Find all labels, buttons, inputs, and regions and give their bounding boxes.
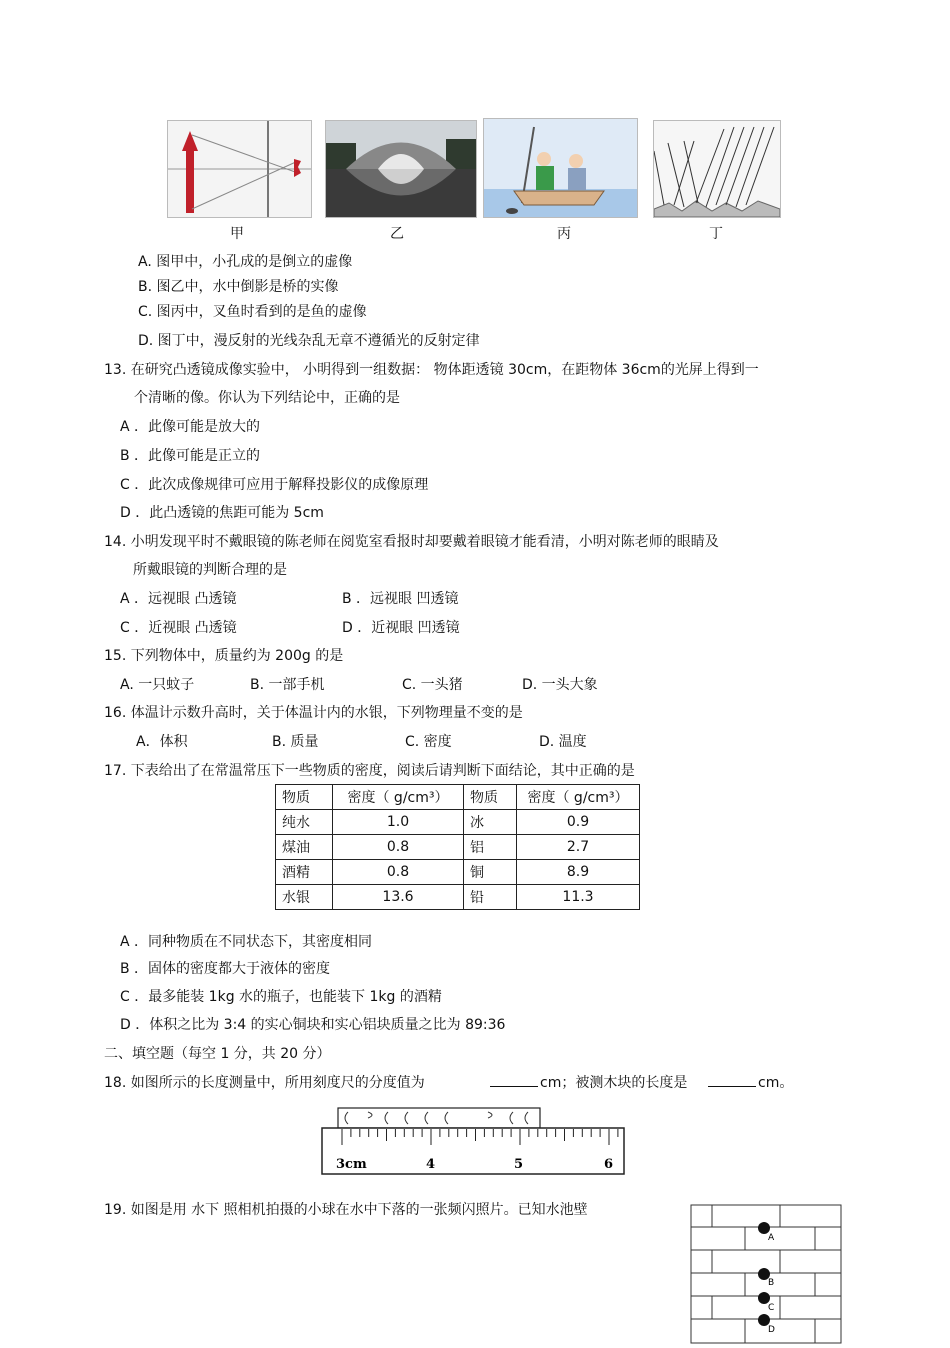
table-cell: 水银 bbox=[276, 885, 333, 910]
spear-fishing-illustration bbox=[484, 119, 637, 217]
ruler-svg bbox=[318, 1104, 628, 1180]
ruler-label-6: 6 bbox=[604, 1157, 614, 1172]
q18-stem: 18. 如图所示的长度测量中，所用刻度尺的分度值为 bbox=[104, 1075, 425, 1091]
ball-label-d: D bbox=[768, 1325, 775, 1335]
q14-option-a: A ．远视眼 凸透镜 bbox=[120, 591, 237, 607]
table-cell: 铝 bbox=[464, 835, 517, 860]
q14-stem-line1: 14. 小明发现平时不戴眼镜的陈老师在阅览室看报时却要戴着眼镜才能看清，小明对陈老师的眼睛及 bbox=[104, 534, 719, 550]
table-header: 物质 bbox=[464, 785, 517, 810]
caption-bing: 丙 bbox=[557, 226, 571, 242]
density-table bbox=[275, 784, 640, 910]
q13-option-d: D ．此凸透镜的焦距可能为 5cm bbox=[120, 505, 324, 521]
table-cell: 8.9 bbox=[517, 860, 640, 885]
q16-stem: 16. 体温计示数升高时，关于体温计内的水银，下列物理量不变的是 bbox=[104, 705, 523, 721]
ruler-body bbox=[322, 1128, 624, 1174]
figure-ding-diffuse bbox=[653, 120, 781, 218]
q17-option-a: A ．同种物质在不同状态下，其密度相同 bbox=[120, 934, 373, 950]
q12-option-b: B. 图乙中，水中倒影是桥的实像 bbox=[138, 279, 339, 295]
table-cell: 13.6 bbox=[333, 885, 464, 910]
q13-option-b: B ．此像可能是正立的 bbox=[120, 448, 261, 464]
caption-ding: 丁 bbox=[709, 226, 723, 242]
ball-label-c: C bbox=[768, 1303, 775, 1313]
q16-option-a: A．体积 bbox=[136, 734, 188, 750]
table-cell: 铅 bbox=[464, 885, 517, 910]
q14-option-c: C ．近视眼 凸透镜 bbox=[120, 620, 237, 636]
ruler-label-5: 5 bbox=[514, 1157, 524, 1172]
q15-option-b: B. 一部手机 bbox=[250, 677, 325, 693]
ruler-label-3cm: 3cm bbox=[336, 1157, 367, 1172]
q14-option-d: D ．近视眼 凹透镜 bbox=[342, 620, 460, 636]
ball-label-a: A bbox=[768, 1233, 775, 1243]
table-row bbox=[276, 810, 640, 835]
ruler-label-4: 4 bbox=[426, 1157, 436, 1172]
q12-option-a: A. 图甲中，小孔成的是倒立的虚像 bbox=[138, 254, 353, 270]
figure-bing-fishing bbox=[483, 118, 638, 218]
q12-option-d: D. 图丁中，漫反射的光线杂乱无章不遵循光的反射定律 bbox=[138, 333, 480, 349]
q15-option-a: A. 一只蚊子 bbox=[120, 677, 195, 693]
q17-option-b: B ．固体的密度都大于液体的密度 bbox=[120, 961, 331, 977]
q13-option-a: A ．此像可能是放大的 bbox=[120, 419, 261, 435]
q16-option-b: B. 质量 bbox=[272, 734, 319, 750]
q14-stem-line2: 所戴眼镜的判断合理的是 bbox=[133, 562, 287, 578]
q14-option-b: B ．远视眼 凹透镜 bbox=[342, 591, 459, 607]
q16-option-d: D. 温度 bbox=[539, 734, 587, 750]
brick-wall-svg bbox=[690, 1204, 842, 1344]
table-cell: 11.3 bbox=[517, 885, 640, 910]
table-cell: 酒精 bbox=[276, 860, 333, 885]
table-cell: 铜 bbox=[464, 860, 517, 885]
table-cell: 1.0 bbox=[333, 810, 464, 835]
table-cell: 0.8 bbox=[333, 860, 464, 885]
table-cell: 0.8 bbox=[333, 835, 464, 860]
q17-option-d: D ．体积之比为 3:4 的实心铜块和实心铝块质量之比为 89:36 bbox=[120, 1017, 506, 1033]
table-header: 密度（ g/cm³） bbox=[517, 785, 640, 810]
q18-mid-text: cm；被测木块的长度是 bbox=[540, 1075, 688, 1091]
ball-label-b: B bbox=[768, 1278, 775, 1288]
table-cell: 纯水 bbox=[276, 810, 333, 835]
table-cell: 2.7 bbox=[517, 835, 640, 860]
q19-stem: 19. 如图是用 水下 照相机拍摄的小球在水中下落的一张频闪照片。已知水池壁 bbox=[104, 1202, 588, 1218]
q15-option-c: C. 一头猪 bbox=[402, 677, 463, 693]
table-row bbox=[276, 885, 640, 910]
caption-jia: 甲 bbox=[230, 226, 244, 242]
q12-option-c: C. 图丙中，叉鱼时看到的是鱼的虚像 bbox=[138, 304, 367, 320]
table-cell: 0.9 bbox=[517, 810, 640, 835]
table-row bbox=[276, 860, 640, 885]
table-header: 密度（ g/cm³） bbox=[333, 785, 464, 810]
section-title: 二、填空题（每空 1 分，共 20 分） bbox=[104, 1046, 331, 1062]
q17-option-c: C ．最多能装 1kg 水的瓶子，也能装下 1kg 的酒精 bbox=[120, 989, 442, 1005]
q13-stem-line2: 个清晰的像。你认为下列结论中，正确的是 bbox=[134, 390, 400, 406]
table-header: 物质 bbox=[276, 785, 333, 810]
bridge-reflection-photo bbox=[326, 121, 476, 217]
diffuse-reflection-diagram bbox=[654, 121, 780, 217]
q18-answer-blank-1[interactable] bbox=[490, 1074, 538, 1087]
ruler-figure bbox=[318, 1104, 628, 1180]
q17-stem: 17. 下表给出了在常温常压下一些物质的密度，阅读后请判断下面结论，其中正确的是 bbox=[104, 763, 635, 779]
q13-stem-line1: 13. 在研究凸透镜成像实验中， 小明得到一组数据： 物体距透镜 30cm，在距物体 36cm的光屏上得到一 bbox=[104, 362, 759, 378]
q15-stem: 15. 下列物体中，质量约为 200g 的是 bbox=[104, 648, 344, 664]
q16-option-c: C. 密度 bbox=[405, 734, 452, 750]
caption-yi: 乙 bbox=[390, 226, 404, 242]
figure-yi-bridge bbox=[325, 120, 477, 218]
pinhole-diagram bbox=[168, 121, 311, 217]
table-cell: 冰 bbox=[464, 810, 517, 835]
q18-answer-blank-2[interactable] bbox=[708, 1074, 756, 1087]
q15-option-d: D. 一头大象 bbox=[522, 677, 598, 693]
table-row bbox=[276, 835, 640, 860]
table-cell: 煤油 bbox=[276, 835, 333, 860]
q18-end-text: cm。 bbox=[758, 1075, 794, 1091]
table-header-row bbox=[276, 785, 640, 810]
strobe-photo-figure bbox=[690, 1204, 842, 1344]
figure-jia-pinhole bbox=[167, 120, 312, 218]
q13-option-c: C ．此次成像规律可应用于解释投影仪的成像原理 bbox=[120, 477, 429, 493]
